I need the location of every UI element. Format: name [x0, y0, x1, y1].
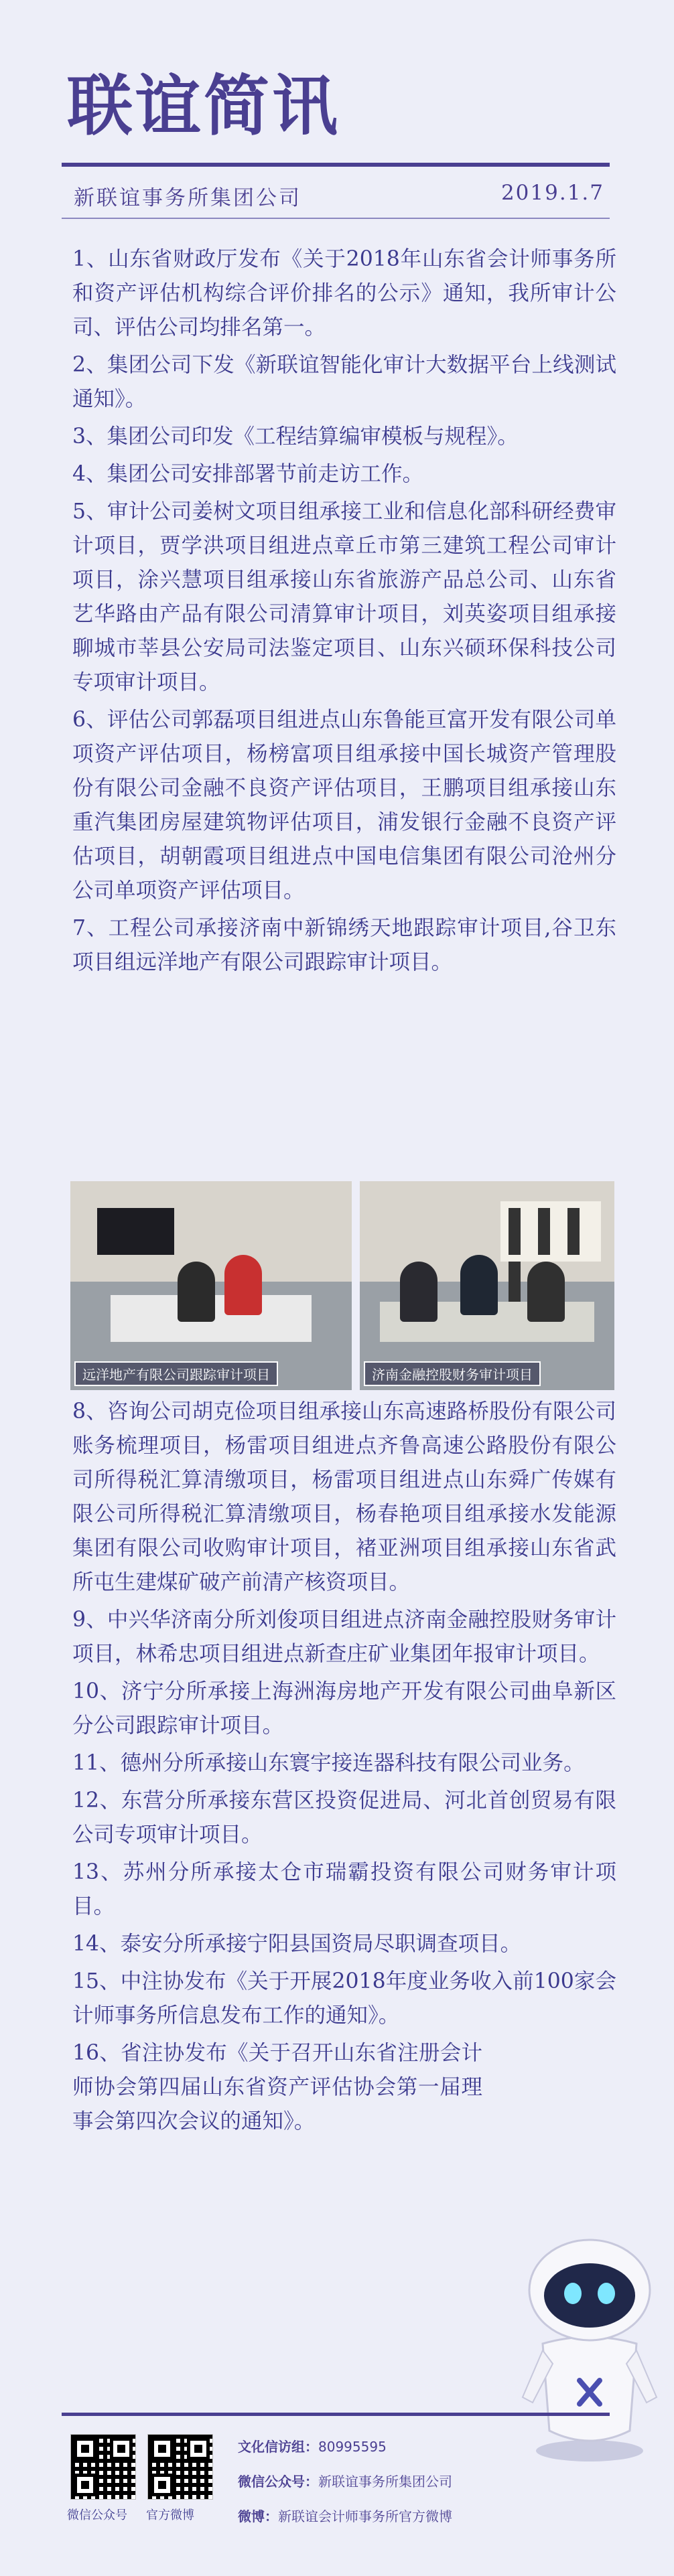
news-item: 16、省注协发布《关于召开山东省注册会计师协会第四届山东省资产评估协会第一届理事会第四次会议的通知》。: [72, 2041, 482, 2133]
calligraphy-graphic: [500, 1201, 601, 1262]
office-photo: [360, 1181, 614, 1390]
news-item: 9、中兴华济南分所刘俊项目组进点济南金融控股财务审计项目，林希忠项目组进点新查庄矿业集团年报审计项目。: [72, 1608, 616, 1666]
photo-caption: 济南金融控股财务审计项目: [364, 1361, 541, 1386]
news-item: 7、工程公司承接济南中新锦绣天地跟踪审计项目,谷卫东项目组远洋地产有限公司跟踪审计项目。: [72, 916, 616, 974]
contact-key: 文化信访组：: [238, 2439, 318, 2455]
org-name: 新联谊事务所集团公司: [74, 186, 301, 210]
news-item: 12、东营分所承接东营区投资促进局、河北首创贸易有限公司专项审计项目。: [72, 1789, 616, 1847]
news-item: 5、审计公司姜树文项目组承接工业和信息化部科研经费审计项目，贾学洪项目组进点章丘市第三建筑工程公司审计项目，涂兴慧项目组承接山东省旅游产品总公司、山东省艺华路由产品有限公司清算审计项目，刘英姿项目组承接聊城市莘县公安局司法鉴定项目、山东兴硕环保科技公司专项审计项目。: [72, 500, 616, 694]
qr-label: 微信公众号: [67, 2508, 127, 2522]
contact-value: 新联谊会计师事务所官方微博: [278, 2508, 452, 2524]
news-item: 8、咨询公司胡克俭项目组承接山东高速路桥股份有限公司账务梳理项目，杨雷项目组进点齐鲁高速公路股份有限公司所得税汇算清缴项目，杨雷项目组进点山东舜广传媒有限公司所得税汇算清缴项目，杨春艳项目组承接水发能源集团有限公司收购审计项目，褚亚洲项目组承接山东省武所屯生建煤矿破产前清产核资项目。: [72, 1399, 616, 1594]
contact-key: 微信公众号：: [238, 2474, 318, 2490]
news-item: 2、集团公司下发《新联谊智能化审计大数据平台上线测试通知》。: [72, 353, 616, 411]
contact-line: [238, 2436, 387, 2455]
contact-key: 微博：: [238, 2508, 278, 2524]
header-divider: [62, 163, 610, 167]
news-list-part-2: [72, 1395, 616, 2142]
news-item: 15、中注协发布《关于开展2018年度业务收入前100家会计师事务所信息发布工作的通知》。: [72, 1969, 616, 2028]
news-item: 3、集团公司印发《工程结算编审模板与规程》。: [72, 425, 519, 449]
subheader: [74, 181, 610, 209]
news-item: 6、评估公司郭磊项目组进点山东鲁能亘富开发有限公司单项资产评估项目，杨榜富项目组承接中国长城资产管理股份有限公司金融不良资产评估项目，王鹏项目组承接山东重汽集团房屋建筑物评估项目，浦发银行金融不良资产评估项目，胡朝霞项目组进点中国电信集团有限公司沧州分公司单项资产评估项目。: [72, 708, 616, 903]
news-list-part-1: [72, 242, 616, 983]
contact-line: [238, 2506, 452, 2525]
contact-line: [238, 2471, 452, 2490]
weibo-qr-code-icon: [147, 2434, 213, 2500]
person-graphic: [178, 1262, 215, 1322]
footer-divider: [62, 2413, 610, 2416]
news-item: 10、济宁分所承接上海洲海房地产开发有限公司曲阜新区分公司跟踪审计项目。: [72, 1679, 616, 1738]
person-graphic: [527, 1262, 565, 1322]
photo-caption: 远洋地产有限公司跟踪审计项目: [74, 1361, 278, 1386]
robot-mascot-icon: [516, 2230, 663, 2471]
person-graphic: [400, 1262, 437, 1322]
news-item: 14、泰安分所承接宁阳县国资局尽职调查项目。: [72, 1932, 522, 1956]
news-item: 11、德州分所承接山东寰宇接连器科技有限公司业务。: [72, 1751, 585, 1775]
news-item: 4、集团公司安排部署节前走访工作。: [72, 462, 424, 486]
contact-value: 80995595: [318, 2439, 387, 2455]
person-graphic: [224, 1255, 262, 1315]
wechat-qr-code-icon: [70, 2434, 136, 2500]
tv-screen-graphic: [97, 1208, 174, 1255]
news-item: 13、苏州分所承接太仓市瑞霸投资有限公司财务审计项目。: [72, 1860, 616, 1918]
meeting-photo: [70, 1181, 352, 1390]
qr-label: 官方微博: [146, 2508, 194, 2522]
issue-date: 2019.1.7: [500, 181, 604, 205]
person-graphic: [460, 1255, 498, 1315]
news-item: 1、山东省财政厅发布《关于2018年山东省会计师事务所和资产评估机构综合评价排名的公示》通知，我所审计公司、评估公司均排名第一。: [72, 247, 616, 339]
contact-value: 新联谊事务所集团公司: [318, 2474, 452, 2490]
page-title: 联谊简讯: [67, 68, 341, 145]
subheader-divider: [62, 218, 610, 219]
